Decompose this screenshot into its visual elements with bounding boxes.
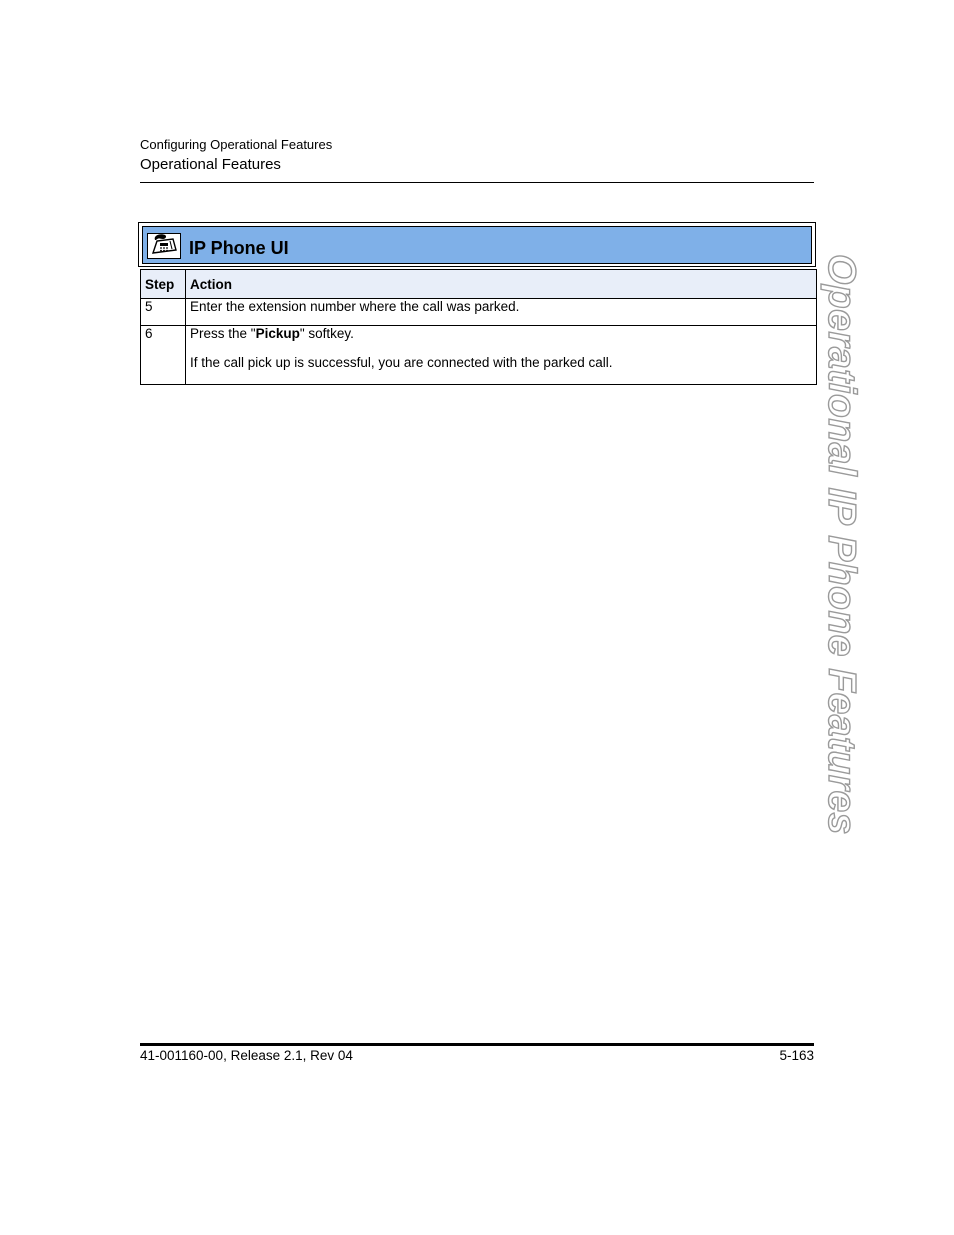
- chapter-side-title: Operational IP Phone Features: [820, 254, 863, 835]
- running-header-chapter: Configuring Operational Features: [140, 137, 333, 152]
- step-note: If the call pick up is successful, you are connected with the parked call.: [190, 355, 613, 370]
- column-header-action: Action: [186, 270, 817, 299]
- step-number: 5: [141, 299, 186, 326]
- header-rule: [140, 182, 814, 183]
- table-row: [141, 299, 817, 326]
- footer-rule: [140, 1043, 814, 1046]
- column-header-step: Step: [141, 270, 186, 299]
- page-number: 5-163: [779, 1048, 814, 1063]
- steps-table: [140, 269, 817, 385]
- phone-icon: [147, 233, 181, 259]
- footer-doc-id: 41-001160-00, Release 2.1, Rev 04: [140, 1048, 353, 1063]
- ip-phone-ui-banner: [138, 222, 816, 267]
- step-action: [186, 326, 817, 385]
- running-header-section: Operational Features: [140, 156, 281, 173]
- table-row: [141, 326, 817, 385]
- softkey-name: Pickup: [255, 326, 300, 341]
- step-instruction: Press the "Pickup" softkey.: [190, 326, 354, 341]
- table-header-row: [141, 270, 817, 299]
- banner-title: IP Phone UI: [189, 238, 289, 258]
- step-number: 6: [141, 326, 186, 385]
- step-action: Enter the extension number where the call was parked.: [186, 299, 817, 326]
